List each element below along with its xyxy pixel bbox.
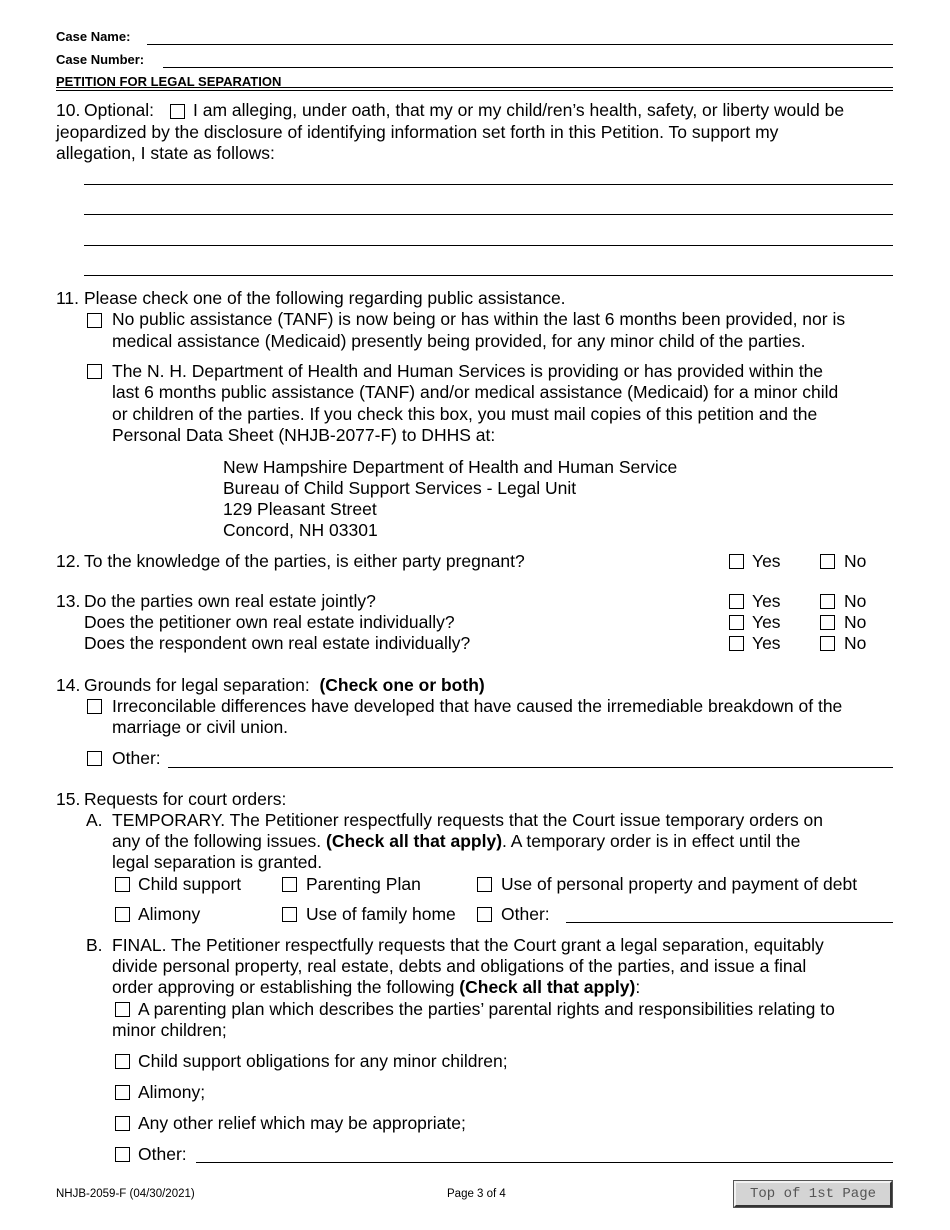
item15-a-letter: A. [86,810,103,830]
item14-number: 14. [56,675,81,695]
item11-opt2-line4: Personal Data Sheet (NHJB-2077-F) to DHHS at: [112,425,496,445]
temp-personal-property-checkbox[interactable] [477,877,492,892]
temp-parenting-plan-label: Parenting Plan [306,874,421,894]
item14-intro: Grounds for legal separation: (Check one or both) [84,675,485,695]
final-alimony-label: Alimony; [138,1082,206,1102]
item13-number: 13. [56,591,81,611]
item15-b-line2: divide personal property, real estate, debts and obligations of the parties, and issue a final [112,956,807,976]
item10-line1: I am alleging, under oath, that my or my child/ren’s health, safety, or liberty would be [193,100,845,120]
final-other-relief-label: Any other relief which may be appropriate; [138,1113,466,1133]
item15-b-line1: FINAL. The Petitioner respectfully requests that the Court grant a legal separation, equitably [112,935,824,955]
temp-child-support-checkbox[interactable] [115,877,130,892]
item13-q2-yes-label: Yes [752,612,781,632]
temp-alimony-checkbox[interactable] [115,907,130,922]
form-id: NHJB-2059-F (04/30/2021) [56,1188,195,1200]
dhhs-address-line: Concord, NH 03301 [223,520,378,540]
item13-q1-no-checkbox[interactable] [820,594,835,609]
item14-other-line[interactable] [168,767,893,768]
item15-number: 15. [56,789,81,809]
final-other-label: Other: [138,1144,187,1164]
item12-number: 12. [56,551,81,571]
item11-dhhs-checkbox[interactable] [87,364,102,379]
temp-family-home-checkbox[interactable] [282,907,297,922]
item10-prefix: Optional: [84,100,155,120]
final-alimony-checkbox[interactable] [115,1085,130,1100]
case-name-line[interactable] [147,44,893,45]
dhhs-address-line: 129 Pleasant Street [223,499,377,519]
item13-q2-no-label: No [844,612,867,632]
item11-opt2-line2: last 6 months public assistance (TANF) and/or medical assistance (Medicaid) for a minor child [112,382,839,402]
temp-other-checkbox[interactable] [477,907,492,922]
item14-other-label: Other: [112,748,161,768]
temp-child-support-label: Child support [138,874,242,894]
item13-q2: Does the petitioner own real estate individually? [84,612,455,632]
final-child-support-label: Child support obligations for any minor children; [138,1051,508,1071]
item10-number: 10. [56,100,81,120]
item15-a-line1: TEMPORARY. The Petitioner respectfully requests that the Court issue temporary orders on [112,810,824,830]
item11-number: 11. [56,288,80,308]
item12-no-checkbox[interactable] [820,554,835,569]
item12-question: To the knowledge of the parties, is either party pregnant? [84,551,525,571]
item11-opt2-line1: The N. H. Department of Health and Human Services is providing or has provided within the [112,361,824,381]
item14-opt1-line2: marriage or civil union. [112,717,289,737]
item13-q3-yes-checkbox[interactable] [729,636,744,651]
item13-q1-yes-label: Yes [752,591,781,611]
item12-yes-checkbox[interactable] [729,554,744,569]
item10-answer-line-4[interactable] [84,275,893,276]
temp-other-label: Other: [501,904,550,924]
item11-opt1-line2: medical assistance (Medicaid) presently being provided, for any minor child of the parties. [112,331,806,351]
case-number-label: Case Number: [56,52,145,67]
final-other-line[interactable] [196,1162,893,1163]
title-underline-2 [56,90,893,91]
item12-no-label: No [844,551,867,571]
item13-q1-yes-checkbox[interactable] [729,594,744,609]
item13-q3: Does the respondent own real estate individually? [84,633,471,653]
item15-a-line3: legal separation is granted. [112,852,323,872]
final-other-relief-checkbox[interactable] [115,1116,130,1131]
item10-line3: allegation, I state as follows: [56,143,275,163]
item10-line2: jeopardized by the disclosure of identifying information set forth in this Petition. To support my [56,122,779,142]
temp-alimony-label: Alimony [138,904,201,924]
item12-yes-label: Yes [752,551,781,571]
item10-answer-line-1[interactable] [84,184,893,185]
item15-b-letter: B. [86,935,103,955]
item13-q3-no-label: No [844,633,867,653]
item10-answer-line-3[interactable] [84,245,893,246]
title-underline [56,87,893,88]
item13-q3-yes-label: Yes [752,633,781,653]
temp-parenting-plan-checkbox[interactable] [282,877,297,892]
item13-q2-no-checkbox[interactable] [820,615,835,630]
item10-answer-line-2[interactable] [84,214,893,215]
final-parenting-plan-checkbox[interactable] [115,1002,130,1017]
final-parenting-plan-line1: A parenting plan which describes the parties’ parental rights and responsibilities relating to [138,999,835,1019]
item15-a-line2: any of the following issues. (Check all that apply). A temporary order is in effect until the [112,831,801,851]
final-child-support-checkbox[interactable] [115,1054,130,1069]
final-other-checkbox[interactable] [115,1147,130,1162]
item13-q3-no-checkbox[interactable] [820,636,835,651]
dhhs-address-line: New Hampshire Department of Health and Human Service [223,457,678,477]
page-number: Page 3 of 4 [447,1188,506,1200]
temp-personal-property-label: Use of personal property and payment of debt [501,874,858,894]
item15-b-line3: order approving or establishing the following (Check all that apply): [112,977,641,997]
dhhs-address-line: Bureau of Child Support Services - Legal Unit [223,478,577,498]
form-title: PETITION FOR LEGAL SEPARATION [56,74,282,89]
item11-opt2-line3: or children of the parties. If you check this box, you must mail copies of this petition and the [112,404,818,424]
item14-opt1-line1: Irreconcilable differences have developed that have caused the irremediable breakdown of the [112,696,843,716]
case-number-line[interactable] [163,67,893,68]
temp-other-line[interactable] [566,922,893,923]
item13-q1: Do the parties own real estate jointly? [84,591,376,611]
item11-opt1-line1: No public assistance (TANF) is now being or has within the last 6 months been provided, nor is [112,309,846,329]
temp-family-home-label: Use of family home [306,904,456,924]
item15-intro: Requests for court orders: [84,789,287,809]
item13-q2-yes-checkbox[interactable] [729,615,744,630]
top-of-first-page-button[interactable]: Top of 1st Page [734,1181,892,1207]
item10-checkbox[interactable] [170,104,185,119]
item13-q1-no-label: No [844,591,867,611]
item14-other-checkbox[interactable] [87,751,102,766]
item14-irreconcilable-checkbox[interactable] [87,699,102,714]
item11-intro: Please check one of the following regarding public assistance. [84,288,566,308]
case-name-label: Case Name: [56,29,131,44]
item11-no-assistance-checkbox[interactable] [87,313,102,328]
final-parenting-plan-line2: minor children; [112,1020,227,1040]
